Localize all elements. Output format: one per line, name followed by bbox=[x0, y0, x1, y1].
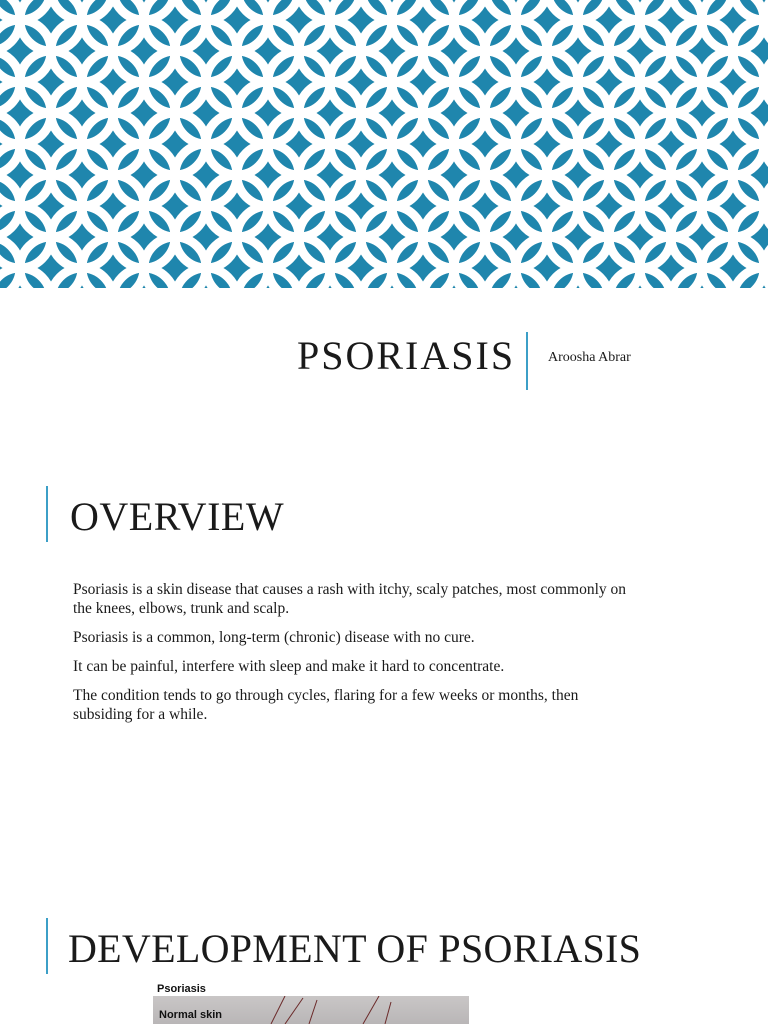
list-item: Psoriasis is a common, long-term (chronic) disease with no cure. bbox=[73, 629, 475, 646]
development-accent-bar bbox=[46, 918, 48, 974]
figure-title: Psoriasis bbox=[157, 983, 206, 995]
overview-accent-bar bbox=[46, 486, 48, 542]
overview-heading: OVERVIEW bbox=[70, 494, 285, 539]
list-item: The condition tends to go through cycles, flaring for a few weeks or months, then subsiding for a while. bbox=[73, 687, 579, 723]
figure-label: Normal skin bbox=[159, 1009, 222, 1021]
presentation-title: PSORIASIS bbox=[297, 333, 516, 378]
skin-diagram-image bbox=[153, 982, 469, 1024]
list-item: Psoriasis is a skin disease that causes a rash with itchy, scaly patches, most commonly on the knees, elbows, trunk and scalp. bbox=[73, 581, 627, 617]
list-item: It can be painful, interfere with sleep and make it hard to concentrate. bbox=[73, 658, 505, 675]
overview-bullet-list bbox=[73, 580, 633, 734]
title-divider bbox=[526, 332, 528, 390]
title-row bbox=[0, 330, 768, 390]
author-name: Aroosha Abrar bbox=[548, 350, 631, 365]
decorative-banner bbox=[0, 0, 768, 288]
circle-lattice-pattern bbox=[0, 0, 768, 288]
development-heading: DEVELOPMENT OF PSORIASIS bbox=[68, 926, 642, 971]
